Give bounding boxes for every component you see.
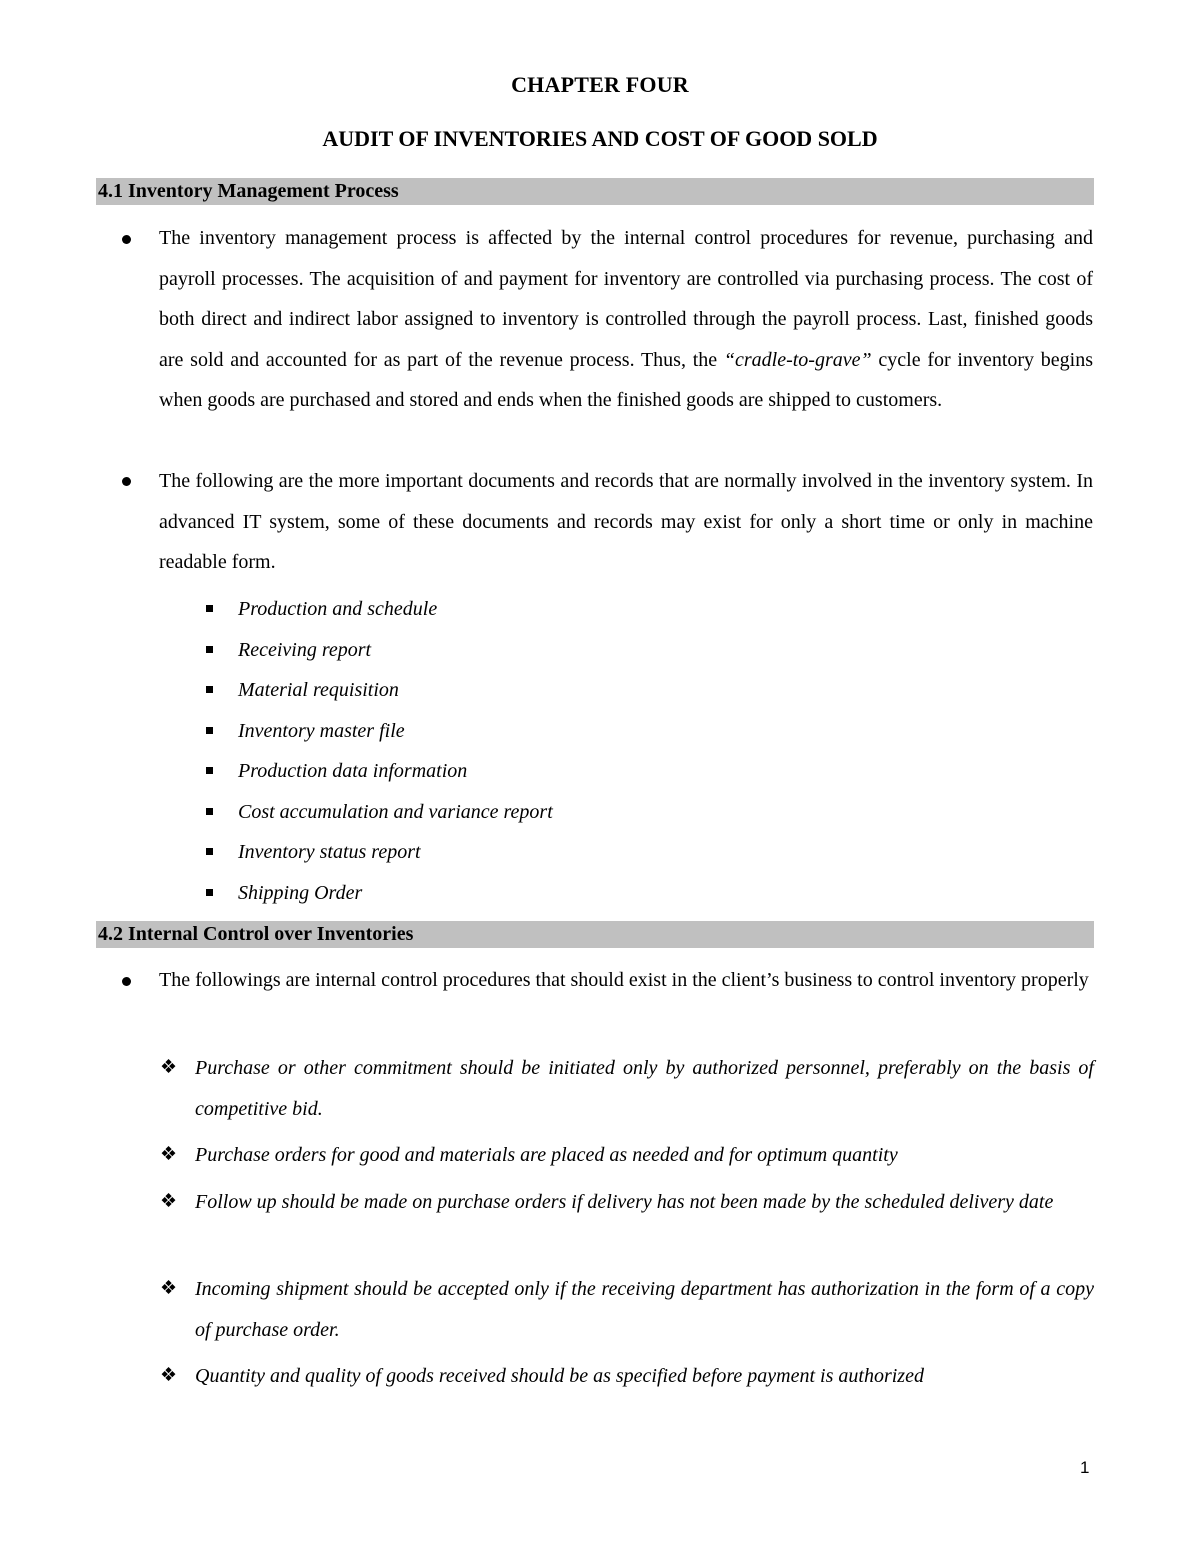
square-bullet-icon xyxy=(206,889,213,896)
list-item: Shipping Order xyxy=(206,880,362,906)
diamond-bullet-icon: ❖ xyxy=(160,1278,178,1299)
paragraph-text: cycle for inventory begins when goods are purchased and stored and ends when the finished goods are shipped to customers. xyxy=(159,348,1093,411)
paragraph-text: The inventory management process is affected by the internal control procedures for revenue, purchasing and payroll processes. The acquisition of and payment for inventory are controlled via purchasing process. The cost of both direct and indirect labor assigned to inventory is controlled through the payroll process. Last, finished goods are sold and accounted for as part of the revenue process. Thus, the xyxy=(159,227,1093,371)
paragraph-documents-intro: The following are the more important documents and records that are normally involved in the inventory system. In advanced IT system, some of these documents and records may exist for only a short time or only in machine readable form. xyxy=(159,470,1093,573)
square-bullet-icon xyxy=(206,686,213,693)
list-item: Receiving report xyxy=(206,637,371,663)
document-title: AUDIT OF INVENTORIES AND COST OF GOOD SOLD xyxy=(322,126,878,151)
page-number: 1 xyxy=(1080,1458,1090,1477)
list-item: ❖ Purchase or other commitment should be initiated only by authorized personnel, preferably on the basis of competitive bid. xyxy=(160,1057,1094,1120)
square-bullet-icon xyxy=(206,808,213,815)
diamond-bullet-icon: ❖ xyxy=(160,1144,178,1165)
section-heading-4-1: 4.1 Inventory Management Process xyxy=(96,178,1094,205)
square-bullet-icon xyxy=(206,767,213,774)
list-item: ❖ Incoming shipment should be accepted only if the receiving department has authorization in the form of a copy of purchase order. xyxy=(160,1278,1094,1341)
square-bullet-icon xyxy=(206,605,213,612)
section-heading-4-2: 4.2 Internal Control over Inventories xyxy=(96,921,1094,948)
paragraph-controls-intro: The followings are internal control procedures that should exist in the client’s business to control inventory properly xyxy=(159,969,1089,991)
bullet-dot xyxy=(122,235,131,244)
list-item: ❖ Quantity and quality of goods received should be as specified before payment is authorized xyxy=(160,1365,924,1387)
bullet-dot xyxy=(122,477,131,486)
chapter-title: CHAPTER FOUR xyxy=(511,72,689,97)
diamond-bullet-icon: ❖ xyxy=(160,1057,178,1078)
bullet-dot xyxy=(122,977,131,986)
square-bullet-icon xyxy=(206,646,213,653)
list-item: Inventory status report xyxy=(206,839,421,865)
diamond-bullet-icon: ❖ xyxy=(160,1365,178,1386)
list-item: Material requisition xyxy=(206,677,399,703)
paragraph-inventory-process xyxy=(159,218,1093,421)
list-item: Inventory master file xyxy=(206,718,405,744)
square-bullet-icon xyxy=(206,848,213,855)
square-bullet-icon xyxy=(206,727,213,734)
list-item: ❖ Follow up should be made on purchase orders if delivery has not been made by the scheduled delivery date xyxy=(160,1191,1054,1213)
diamond-bullet-icon: ❖ xyxy=(160,1191,178,1212)
list-item: Production data information xyxy=(206,758,467,784)
list-item: Cost accumulation and variance report xyxy=(206,799,553,825)
list-item: Production and schedule xyxy=(206,596,437,622)
cradle-to-grave-quote: “cradle-to-grave” xyxy=(723,348,872,371)
list-item: ❖ Purchase orders for good and materials are placed as needed and for optimum quantity xyxy=(160,1144,898,1166)
